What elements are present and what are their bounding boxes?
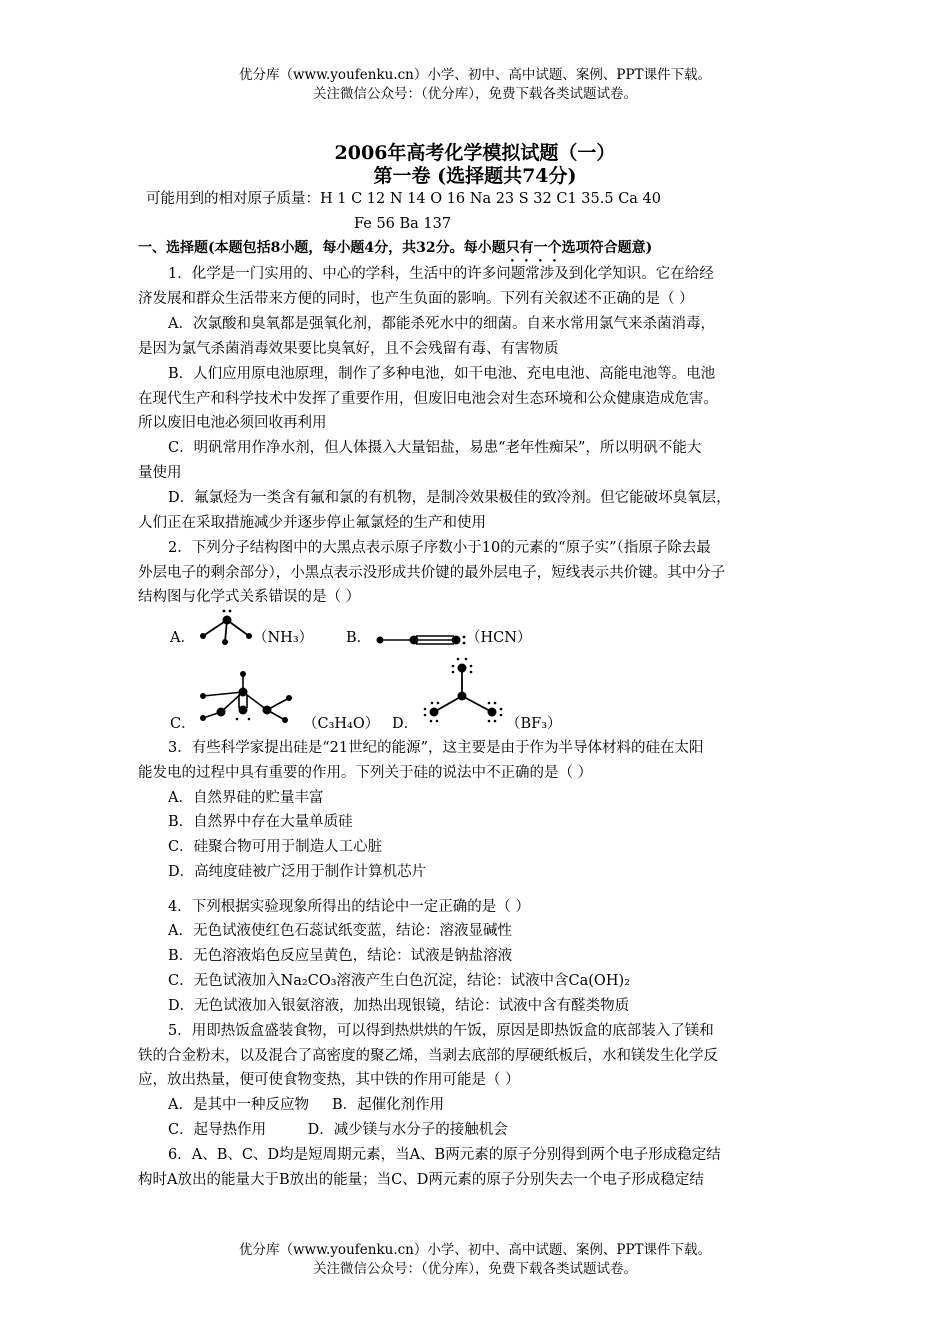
q1-option-b-line-3: 所以废旧电池必须回收再利用 bbox=[138, 415, 327, 431]
c3h4o-structure-diagram bbox=[193, 666, 301, 728]
atomic-masses-line-2: Fe 56 Ba 137 bbox=[354, 216, 452, 232]
q3-line-2: 能发电的过程中具有重要的作用。下列关于硅的说法中不正确的是（ ） bbox=[138, 765, 593, 781]
q5-line-2: 铁的合金粉末，以及混合了高密度的聚乙烯，当剥去底部的厚硬纸板后，水和镁发生化学反 bbox=[138, 1048, 718, 1064]
q1-option-a-line-1: A．次氯酸和臭氧都是强氧化剂，都能杀死水中的细菌。自来水常用氯气来杀菌消毒， bbox=[168, 316, 715, 332]
q2-option-b-letter: B． bbox=[346, 630, 372, 646]
header-line-2: 关注微信公众号：（优分库），免费下载各类试题试卷。 bbox=[313, 86, 637, 102]
q3-option-b: B．自然界中存在大量单质硅 bbox=[168, 814, 353, 830]
q2-line-2: 外层电子的剩余部分），小黑点表示没形成共价键的最外层电子，短线表示共价键。其中分子 bbox=[138, 565, 726, 581]
q2-option-d-formula: （BF₃） bbox=[506, 716, 562, 732]
q1-option-b-line-2: 在现代生产和科学技术中发挥了重要作用，但废旧电池会对生态环境和公众健康造成危害。 bbox=[138, 391, 718, 407]
footer-line-2: 关注微信公众号：（优分库），免费下载各类试题试卷。 bbox=[313, 1261, 637, 1277]
q2-line-3: 结构图与化学式关系错误的是（ ） bbox=[138, 589, 361, 605]
q4-option-c: C．无色试液加入Na₂CO₃溶液产生白色沉淀，结论：试液中含Ca(OH)₂ bbox=[168, 973, 630, 989]
q4-option-b: B．无色溶液焰色反应呈黄色，结论：试液是钠盐溶液 bbox=[168, 948, 513, 964]
q2-option-b-formula: （HCN） bbox=[466, 630, 532, 646]
q2-option-c-letter: C． bbox=[170, 716, 196, 732]
atomic-masses-line-1: 可能用到的相对原子质量：H 1 C 12 N 14 O 16 Na 23 S 32 C1 35.5 Ca 40 bbox=[146, 191, 661, 207]
q1-line-1: 1．化学是一门实用的、中心的学科，生活中的许多问题常涉及到化学知识。它在给经 bbox=[168, 266, 714, 282]
q1-option-c-line-2: 量使用 bbox=[138, 465, 182, 481]
footer-line-1: 优分库（www.youfenku.cn）小学、初中、高中试题、案例、PPT课件下载。 bbox=[238, 1242, 712, 1258]
q3-option-a: A．自然界硅的贮量丰富 bbox=[168, 790, 324, 806]
q1-line-2: 济发展和群众生活带来方便的同时，也产生负面的影响。下列有关叙述不正确的是（ ） bbox=[138, 291, 694, 307]
q1-option-d-line-2: 人们正在采取措施减少并逐步停止氟氯烃的生产和使用 bbox=[138, 515, 486, 531]
nh3-structure-diagram bbox=[195, 608, 257, 646]
q5-options-a-b: A．是其中一种反应物 B．起催化剂作用 bbox=[168, 1097, 445, 1113]
q3-line-1: 3．有些科学家提出硅是“21世纪的能源”，这主要是由于作为半导体材料的硅在太阳 bbox=[168, 740, 704, 756]
q1-option-a-line-2: 是因为氯气杀菌消毒效果要比臭氧好，且不会残留有毒、有害物质 bbox=[138, 341, 559, 357]
q1-option-d-line-1: D．氟氯烃为一类含有氟和氯的有机物，是制冷效果极佳的致冷剂。但它能破坏臭氧层， bbox=[168, 490, 731, 506]
q2-option-a-letter: A． bbox=[170, 630, 195, 646]
q3-option-c: C．硅聚合物可用于制造人工心脏 bbox=[168, 839, 383, 855]
q2-option-d-letter: D． bbox=[392, 716, 419, 732]
q4-line-1: 4．下列根据实验现象所得出的结论中一定正确的是（ ） bbox=[168, 899, 530, 915]
q4-option-a: A．无色试液使红色石蕊试纸变蓝，结论：溶液显碱性 bbox=[168, 923, 512, 939]
q1-option-b-line-1: B．人们应用原电池原理，制作了多种电池，如干电池、充电电池、高能电池等。电池 bbox=[168, 366, 716, 382]
page-title: 2006年高考化学模拟试题（一） bbox=[334, 142, 616, 164]
hcn-structure-diagram bbox=[372, 628, 472, 652]
header-line-1: 优分库（www.youfenku.cn）小学、初中、高中试题、案例、PPT课件下载。 bbox=[238, 67, 712, 83]
q5-options-c-d: C．起导热作用 D．减少镁与水分子的接触机会 bbox=[168, 1122, 508, 1138]
q6-line-2: 构时A放出的能量大于B放出的能量；当C、D两元素的原子分别失去一个电子形成稳定结 bbox=[138, 1172, 704, 1188]
q1-option-c-line-1: C．明矾常用作净水剂，但人体摄入大量铝盐，易患“老年性痴呆”，所以明矾不能大 bbox=[168, 440, 702, 456]
q6-line-1: 6．A、B、C、D均是短周期元素，当A、B两元素的原子分别得到两个电子形成稳定结 bbox=[168, 1147, 721, 1163]
q2-option-c-formula: （C₃H₄O） bbox=[303, 716, 380, 732]
section-heading: 一、选择题(本题包括8小题，每小题4分，共32分。每小题只有一个选项符合题意) bbox=[138, 240, 653, 256]
q4-option-d: D．无色试液加入银氨溶液，加热出现银镜，结论：试液中含有醛类物质 bbox=[168, 998, 630, 1014]
q5-line-1: 5．用即热饭盒盛装食物，可以得到热烘烘的午饭，原因是即热饭盒的底部装入了镁和 bbox=[168, 1023, 714, 1039]
q3-option-d: D．高纯度硅被广泛用于制作计算机芯片 bbox=[168, 864, 427, 880]
q5-line-3: 应，放出热量，便可使食物变热，其中铁的作用可能是（ ） bbox=[138, 1072, 520, 1088]
bf3-structure-diagram bbox=[420, 656, 512, 726]
q2-option-a-formula: （NH₃） bbox=[253, 630, 314, 646]
page-subtitle: 第一卷 (选择题共74分) bbox=[373, 165, 577, 187]
q2-line-1: 2．下列分子结构图中的大黑点表示原子序数小于10的元素的“原子实”（指原子除去最 bbox=[168, 540, 711, 556]
